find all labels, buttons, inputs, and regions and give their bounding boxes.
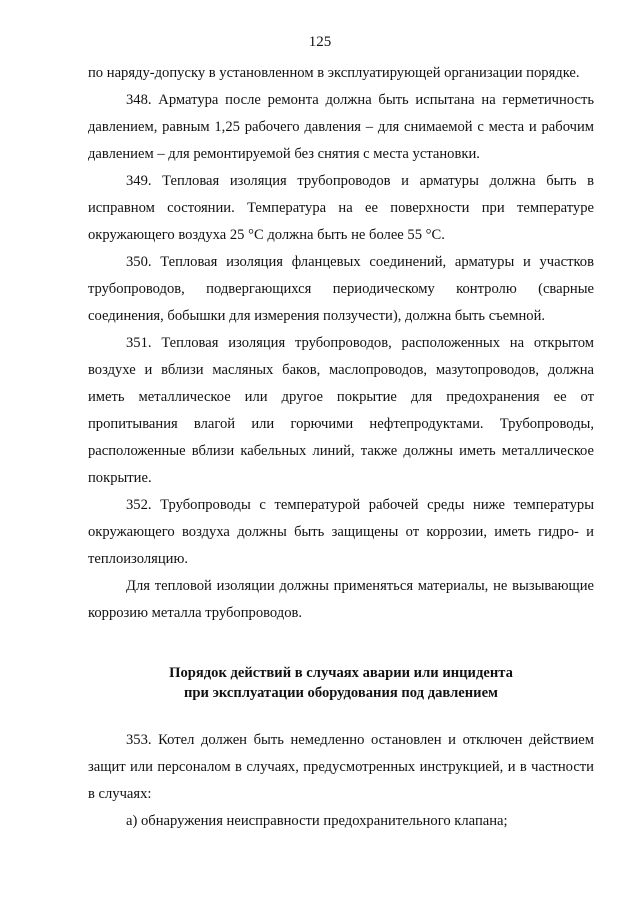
paragraph-353: 353. Котел должен быть немедленно остановлен и отключен действием защит или персоналом в случаях, предусмотренных инструкцией, и в частности в случаях: xyxy=(88,732,594,802)
paragraph-353-item-a: а) обнаружения неисправности предохранительного клапана; xyxy=(126,813,508,829)
paragraph-continuation: по наряду-допуску в установленном в эксплуатирующей организации порядке. xyxy=(88,65,580,81)
paragraph-352-insulation-materials: Для тепловой изоляции должны применяться материалы, не вызывающие коррозию металла трубопроводов. xyxy=(88,578,594,621)
paragraph-348: 348. Арматура после ремонта должна быть испытана на герметичность давлением, равным 1,25 рабочего давления – для снимаемой с места и рабочим давлением – для ремонтируемой без снятия с места установки. xyxy=(88,92,594,162)
paragraph-350: 350. Тепловая изоляция фланцевых соединений, арматуры и участков трубопроводов, подвергающихся периодическому контролю (сварные соединения, бобышки для измерения ползучести), должна быть съемной. xyxy=(88,254,594,324)
section-heading xyxy=(88,663,594,703)
paragraph-351: 351. Тепловая изоляция трубопроводов, расположенных на открытом воздухе и вблизи масляных баков, маслопроводов, мазутопроводов, должна иметь металлическое или другое покрытие для предохранения ее от пропитывания влагой или горючими нефтепродуктами. Трубопроводы, расположенные вблизи кабельных линий, также должны иметь металлическое покрытие. xyxy=(88,335,594,486)
body-text xyxy=(88,60,594,835)
paragraph-349: 349. Тепловая изоляция трубопроводов и арматуры должна быть в исправном состоянии. Температура на ее поверхности при температуре окружающего воздуха 25 °C должна быть не более 55 °C. xyxy=(88,173,594,243)
section-heading-line-1: Порядок действий в случаях аварии или инцидента xyxy=(169,665,513,681)
section-heading-line-2: при эксплуатации оборудования под давлением xyxy=(184,685,498,701)
page-number: 125 xyxy=(308,34,332,50)
paragraph-352: 352. Трубопроводы с температурой рабочей среды ниже температуры окружающего воздуха должны быть защищены от коррозии, иметь гидро- и теплоизоляцию. xyxy=(88,497,594,567)
